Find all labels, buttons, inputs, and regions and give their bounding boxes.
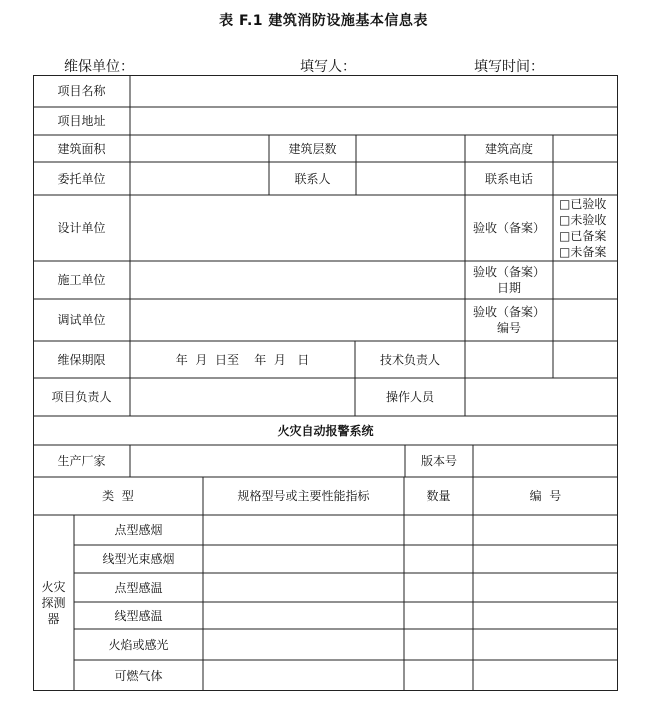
col-spec-header: 规格型号或主要性能指标 (237, 489, 370, 503)
detector-type-row: 火焰或感光 (108, 637, 169, 652)
acceptance-options (553, 195, 618, 261)
technical-lead-label: 技术负责人 (379, 352, 440, 367)
client-unit-label: 委托单位 (57, 171, 106, 186)
option-not-accepted[interactable]: □未验收 (559, 213, 607, 227)
construction-unit-label: 施工单位 (57, 273, 106, 287)
info-table (33, 75, 618, 691)
option-accepted[interactable]: □已验收 (559, 197, 607, 211)
filler-label: 填写人： (300, 59, 356, 75)
acceptance-date-label (465, 261, 553, 299)
detector-type-row: 点型感温 (114, 580, 163, 595)
acceptance-number-line1: 验收（备案） (472, 305, 545, 319)
acceptance-date-line1: 验收（备案） (472, 265, 545, 279)
building-floors-label: 建筑层数 (288, 141, 337, 156)
option-filed[interactable]: □已备案 (559, 229, 607, 243)
operator-label: 操作人员 (385, 390, 434, 404)
version-label: 版本号 (420, 454, 457, 468)
building-height-label: 建筑高度 (484, 141, 533, 156)
contact-person-label: 联系人 (294, 171, 331, 186)
detector-type-row: 点型感烟 (114, 523, 163, 537)
section-title: 火灾自动报警系统 (277, 423, 374, 438)
project-name-label: 项目名称 (57, 84, 106, 98)
project-lead-label: 项目负责人 (51, 390, 112, 404)
acceptance-number-line2: 编号 (496, 321, 521, 335)
option-not-filed[interactable]: □未备案 (559, 245, 607, 259)
building-area-label: 建筑面积 (57, 141, 106, 156)
acceptance-number-label (465, 299, 553, 341)
design-unit-label: 设计单位 (57, 221, 106, 235)
debug-unit-label: 调试单位 (57, 313, 106, 327)
manufacturer-label: 生产厂家 (57, 454, 106, 468)
detector-group-line1: 火灾 (41, 580, 66, 594)
project-address-label: 项目地址 (57, 114, 106, 128)
maintenance-period-value: 年 月 日至 年 月 日 (175, 352, 310, 367)
form-title: 表 F.1 建筑消防设施基本信息表 (219, 13, 428, 29)
detector-group-line3: 器 (47, 612, 60, 626)
fill-time-label: 填写时间： (474, 59, 544, 75)
detector-group-label (33, 515, 74, 691)
maintenance-unit-label: 维保单位： (64, 59, 134, 75)
detector-type-row: 线型感温 (114, 608, 163, 623)
col-quantity-header: 数量 (426, 489, 451, 503)
acceptance-label: 验收（备案） (472, 221, 545, 235)
maintenance-period-label: 维保期限 (57, 352, 106, 367)
col-number-header: 编 号 (529, 489, 562, 503)
contact-phone-label: 联系电话 (484, 171, 533, 186)
detector-group-line2: 探测 (41, 596, 66, 610)
detector-type-row: 可燃气体 (114, 668, 163, 683)
acceptance-date-line2: 日期 (496, 281, 521, 295)
detector-type-row: 线型光束感烟 (102, 552, 175, 566)
col-type-header: 类 型 (102, 489, 134, 503)
